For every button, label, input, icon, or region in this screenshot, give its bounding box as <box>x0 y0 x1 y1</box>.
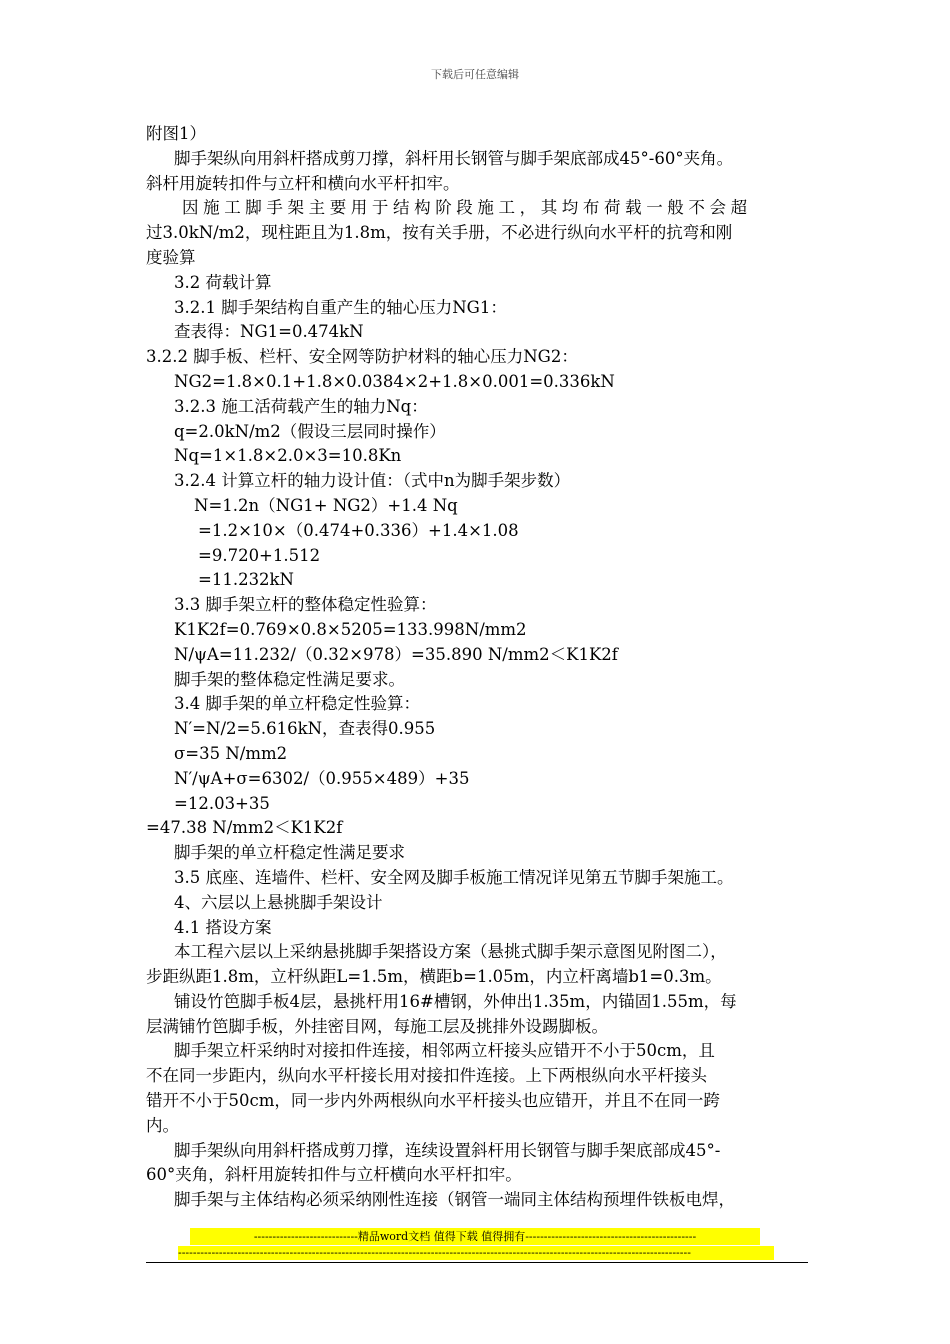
text-line: 3.5 底座、连墙件、栏杆、安全网及脚手板施工情况详见第五节脚手架施工。 <box>174 867 734 887</box>
text-line: =47.38 N/mm2＜K1K2f <box>146 818 343 838</box>
text-line: 脚手架纵向用斜杆搭成剪刀撑，斜杆用长钢管与脚手架底部成45°-60°夹角。 <box>174 148 734 168</box>
document-body <box>146 122 808 1213</box>
text-line: =12.03+35 <box>174 793 270 813</box>
text-line: 4.1 搭设方案 <box>174 917 272 937</box>
text-line: Nq=1×1.8×2.0×3=10.8Kn <box>174 446 402 466</box>
text-line: 斜杆用旋转扣件与立杆和横向水平杆扣牢。 <box>146 173 460 193</box>
text-line: 3.2.3 施工活荷载产生的轴力Nq： <box>174 396 428 416</box>
text-line: 不在同一步距内，纵向水平杆接长用对接扣件连接。上下两根纵向水平杆接头 <box>146 1066 707 1086</box>
text-line: 本工程六层以上采纳悬挑脚手架搭设方案（悬挑式脚手架示意图见附图二）， <box>174 942 727 962</box>
footer-banner: ----------------------------精品word文档 值得下载 值得拥有---------------------------------------------- <box>190 1228 760 1245</box>
text-line: 脚手架与主体结构必须采纳刚性连接（钢管一端同主体结构预埋件铁板电焊， <box>174 1190 735 1210</box>
footer-dashes: ------------------------------------------------------------------------------------------------------------------------------------------ <box>178 1246 774 1260</box>
text-line: 4、六层以上悬挑脚手架设计 <box>174 892 383 912</box>
footer-rule <box>146 1262 808 1263</box>
text-line: K1K2f=0.769×0.8×5205=133.998N/mm2 <box>174 619 527 639</box>
text-line: 脚手架纵向用斜杆搭成剪刀撑，连续设置斜杆用长钢管与脚手架底部成45°- <box>174 1140 721 1160</box>
text-line: 3.4 脚手架的单立杆稳定性验算： <box>174 694 420 714</box>
text-line: 查表得：NG1=0.474kN <box>174 322 364 342</box>
text-line: N/ψA=11.232/（0.32×978）=35.890 N/mm2＜K1K2f <box>174 644 618 664</box>
text-line: 3.2.2 脚手板、栏杆、安全网等防护材料的轴心压力NG2： <box>146 347 578 367</box>
text-line: NG2=1.8×0.1+1.8×0.0384×2+1.8×0.001=0.336kN <box>174 371 615 391</box>
text-line: N′/ψA+σ=6302/（0.955×489）+35 <box>174 768 470 788</box>
text-line: 层满铺竹笆脚手板，外挂密目网，每施工层及挑排外设踢脚板。 <box>146 1016 608 1036</box>
text-line: 度验算 <box>146 247 196 267</box>
text-line: 3.2 荷载计算 <box>174 272 272 292</box>
text-line: 错开不小于50cm，同一步内外两根纵向水平杆接头也应错开，并且不在同一跨 <box>146 1091 720 1111</box>
text-line: 3.2.4 计算立杆的轴力设计值：（式中n为脚手架步数） <box>174 471 571 491</box>
text-line: 内。 <box>146 1115 179 1135</box>
text-line: 3.3 脚手架立杆的整体稳定性验算： <box>174 595 437 615</box>
text-line: N′=N/2=5.616kN，查表得0.955 <box>174 719 436 739</box>
text-line: 铺设竹笆脚手板4层，悬挑杆用16#槽钢，外伸出1.35m，内锚固1.55m，每 <box>174 991 737 1011</box>
text-line: σ=35 N/mm2 <box>174 743 288 763</box>
text-line: 脚手架的单立杆稳定性满足要求 <box>174 843 405 863</box>
text-line: =9.720+1.512 <box>198 545 321 565</box>
text-line: =11.232kN <box>198 570 294 590</box>
text-line: 脚手架的整体稳定性满足要求。 <box>174 669 405 689</box>
text-line: 步距纵距1.8m，立杆纵距L=1.5m，横距b=1.05m，内立杆离墙b1=0.3m。 <box>146 967 722 987</box>
page-header: 下载后可任意编辑 <box>431 68 519 81</box>
text-line: 3.2.1 脚手架结构自重产生的轴心压力NG1： <box>174 297 507 317</box>
text-line: 脚手架立杆采纳时对接扣件连接，相邻两立杆接头应错开不小于50cm，且 <box>174 1041 715 1061</box>
text-line: 附图1） <box>146 124 206 143</box>
text-line: 因施工脚手架主要用于结构阶段施工，其均布荷载一般不会超 <box>182 198 752 218</box>
text-line: q=2.0kN/m2（假设三层同时操作） <box>174 421 446 441</box>
text-line: 过3.0kN/m2，现柱距且为1.8m，按有关手册，不必进行纵向水平杆的抗弯和刚 <box>146 223 733 243</box>
text-line: N=1.2n（NG1+ NG2）+1.4 Nq <box>194 495 458 515</box>
text-line: 60°夹角，斜杆用旋转扣件与立杆横向水平杆扣牢。 <box>146 1165 522 1185</box>
text-line: =1.2×10×（0.474+0.336）+1.4×1.08 <box>198 520 519 540</box>
